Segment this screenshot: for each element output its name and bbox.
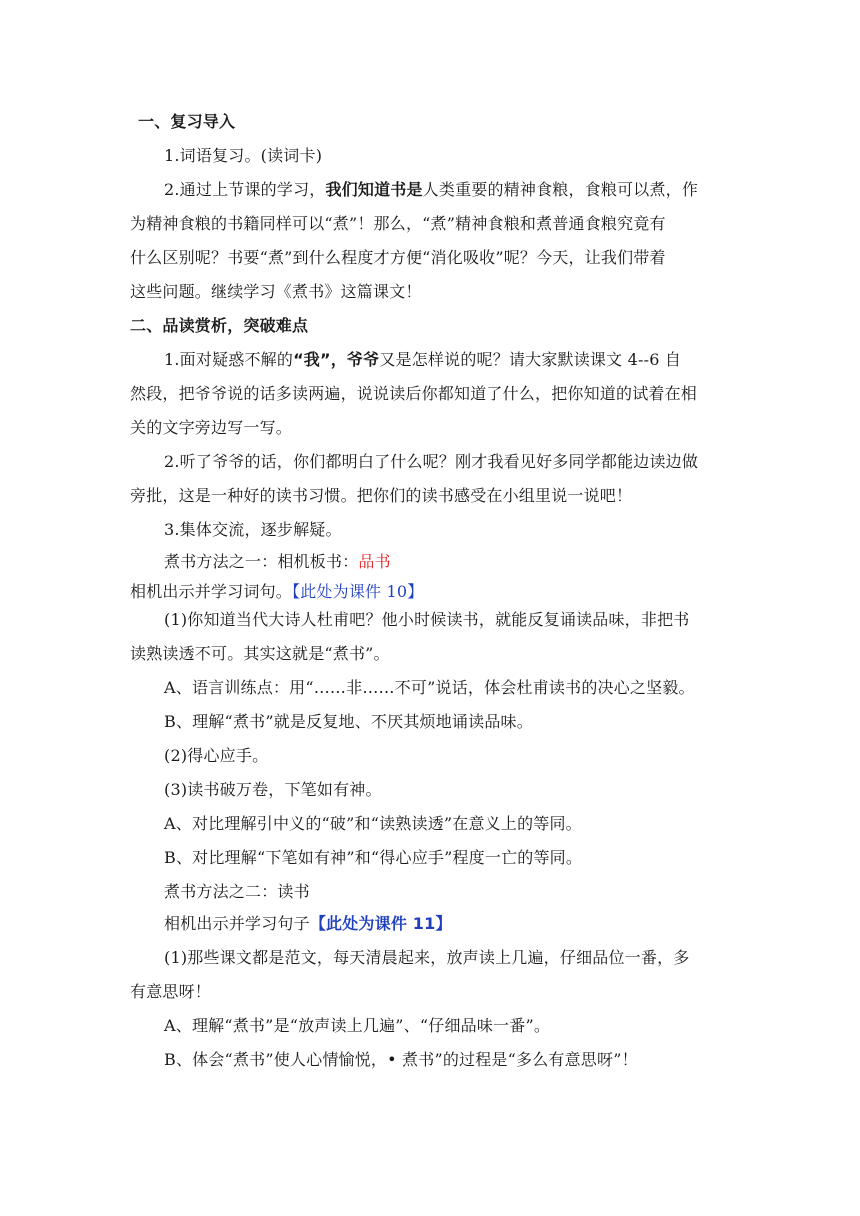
bold-text-span: 我们知道书是 [325, 180, 423, 199]
bold-text-span: “我”，爷爷 [293, 350, 380, 369]
method-1 [164, 552, 391, 572]
section-1-item-2-line-3: 什么区别呢？书要“煮”到什么程度才方便“消化吸收”呢？今天，让我们带着 [130, 248, 666, 267]
section-2-item-1-line-2: 然段，把爷爷说的话多读两遍，说说读后你都知道了什么，把你知道的试着在相 [130, 384, 698, 403]
text-span: 相机出示并学习句子 [164, 914, 310, 933]
p1-b: B、体会“煮书”使人心情愉悦，• 煮书”的过程是“多么有意思呀”！ [164, 1050, 638, 1069]
p1-line-1: (1)那些课文都是范文，每天清晨起来，放声读上几遍，仔细品位一番，多 [164, 948, 690, 967]
section-2-item-1-line-3: 关的文字旁边写一写。 [130, 418, 293, 437]
section-1-item-2-line-4: 这些问题。继续学习《煮书》这篇课文！ [130, 282, 422, 301]
show-2 [164, 914, 452, 934]
method-2: 煮书方法之二：读书 [164, 882, 310, 901]
section-1-item-1: 1.词语复习。(读词卡) [164, 146, 323, 165]
section-2-item-3: 3.集体交流，逐步解疑。 [164, 520, 342, 539]
q3: (3)读书破万卷，下笔如有神。 [164, 780, 382, 799]
q1-b: B、理解“煮书”就是反复地、不厌其烦地诵读品味。 [164, 712, 533, 731]
board-text: 品书 [358, 552, 391, 571]
section-2-item-2-line-1: 2.听了爷爷的话，你们都明白了什么呢？刚才我看见好多同学都能边读边做 [164, 452, 699, 471]
text-span: 煮书方法之一：相机板书： [164, 552, 359, 571]
section-2-item-2-line-2: 旁批，这是一种好的读书习惯。把你们的读书感受在小组里说一说吧！ [130, 486, 633, 505]
p1-line-2: 有意思呀！ [130, 982, 212, 1001]
text-span: 相机出示并学习词句。 [130, 582, 293, 601]
courseware-label: 【此处为课件 10】 [292, 582, 424, 601]
section-1-item-2-line-2: 为精神食粮的书籍同样可以“煮”！那么，“煮”精神食粮和煮普通食粮究竟有 [130, 214, 666, 233]
q1-line-1: (1)你知道当代大诗人杜甫吧？他小时候读书，就能反复诵读品味，非把书 [164, 610, 690, 629]
q3-b: B、对比理解“下笔如有神”和“得心应手”程度一亡的等同。 [164, 848, 583, 867]
text-span: 又是怎样说的呢？请大家默读课文 4--6 自 [379, 350, 682, 369]
section-1-heading: 一、复习导入 [138, 112, 236, 131]
show-1 [130, 582, 423, 602]
q3-a: A、对比理解引中义的“破”和“读熟读透”在意义上的等同。 [164, 814, 582, 833]
courseware-label: 【此处为课件 11】 [309, 914, 452, 933]
text-span: 人类重要的精神食粮，食粮可以煮，作 [422, 180, 699, 199]
q1-a: A、语言训练点：用“……非……不可”说话，体会杜甫读书的决心之坚毅。 [164, 678, 695, 697]
section-2-heading: 二、品读赏析，突破难点 [130, 316, 309, 335]
q2: (2)得心应手。 [164, 746, 269, 765]
section-1-item-2-line-1 [164, 180, 698, 200]
text-span: 1.面对疑惑不解的 [164, 350, 294, 369]
q1-line-2: 读熟读透不可。其实这就是“煮书”。 [130, 644, 390, 663]
text-span: 2.通过上节课的学习， [164, 180, 326, 199]
p1-a: A、理解“煮书”是“放声读上几遍”、“仔细品味一番”。 [164, 1016, 551, 1035]
section-2-item-1-line-1 [164, 350, 681, 370]
